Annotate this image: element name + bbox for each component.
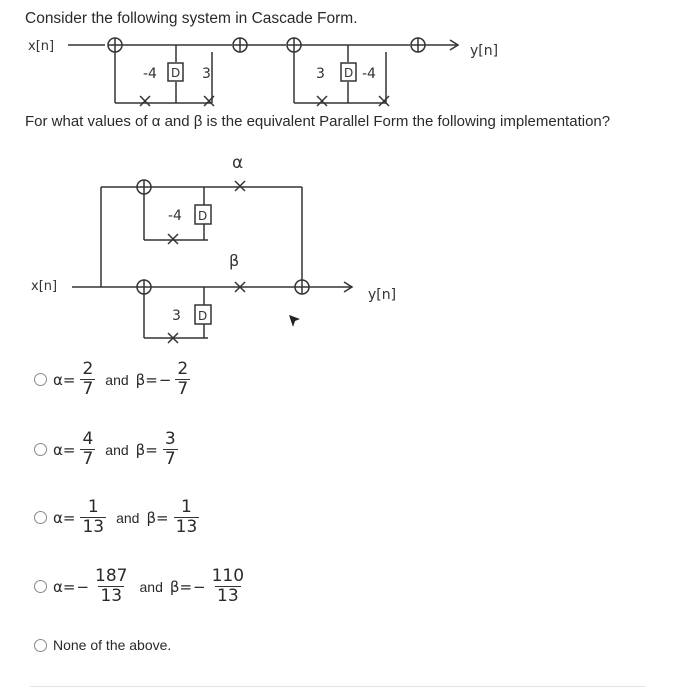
parallel-upper-coef: -4	[168, 208, 182, 224]
divider	[30, 686, 646, 687]
option-none-label: None of the above.	[53, 637, 172, 653]
svg-text:D: D	[198, 309, 208, 323]
cascade-coef-1b: 3	[202, 66, 211, 82]
cascade-coef-1a: -4	[143, 66, 157, 82]
parallel-lower-coef: 3	[172, 308, 181, 324]
option-4[interactable]: α = − $\frac{187}{13}$ and β = − $\frac{110}{13}$	[34, 567, 249, 606]
cascade-output-label: y[n]	[470, 43, 499, 59]
question-title: Consider the following system in Cascade Form.	[25, 10, 358, 27]
cascade-coef-2a: 3	[316, 66, 325, 82]
parallel-output-label: y[n]	[368, 287, 397, 303]
cascade-input-label: x[n]	[28, 39, 55, 54]
svg-text:D: D	[198, 209, 208, 223]
radio-option-4[interactable]	[34, 580, 47, 593]
option-none[interactable]	[34, 637, 171, 653]
radio-option-1[interactable]	[34, 373, 47, 386]
alpha-label: α	[232, 153, 244, 173]
question-prompt: For what values of α and β is the equivalent Parallel Form the following implementation?	[25, 113, 611, 130]
radio-option-3[interactable]	[34, 511, 47, 524]
option-3[interactable]: α = $\frac{1}{13}$ and β = $\frac{1}{13}$	[34, 498, 202, 537]
svg-text:D: D	[344, 66, 354, 80]
mouse-cursor-icon	[287, 314, 301, 328]
cascade-diagram	[28, 38, 498, 106]
parallel-diagram	[31, 153, 396, 343]
cascade-coef-2b: -4	[362, 66, 376, 82]
radio-option-2[interactable]	[34, 443, 47, 456]
parallel-input-label: x[n]	[31, 279, 58, 294]
svg-text:D: D	[171, 66, 181, 80]
option-2[interactable]: α = $\frac{4}{7}$ and β = $\frac{3}{7}$	[34, 430, 181, 469]
option-1[interactable]: α = $\frac{2}{7}$ and β = − $\frac{2}{7}$	[34, 360, 193, 399]
beta-label: β	[229, 251, 240, 270]
radio-option-none[interactable]	[34, 639, 47, 652]
